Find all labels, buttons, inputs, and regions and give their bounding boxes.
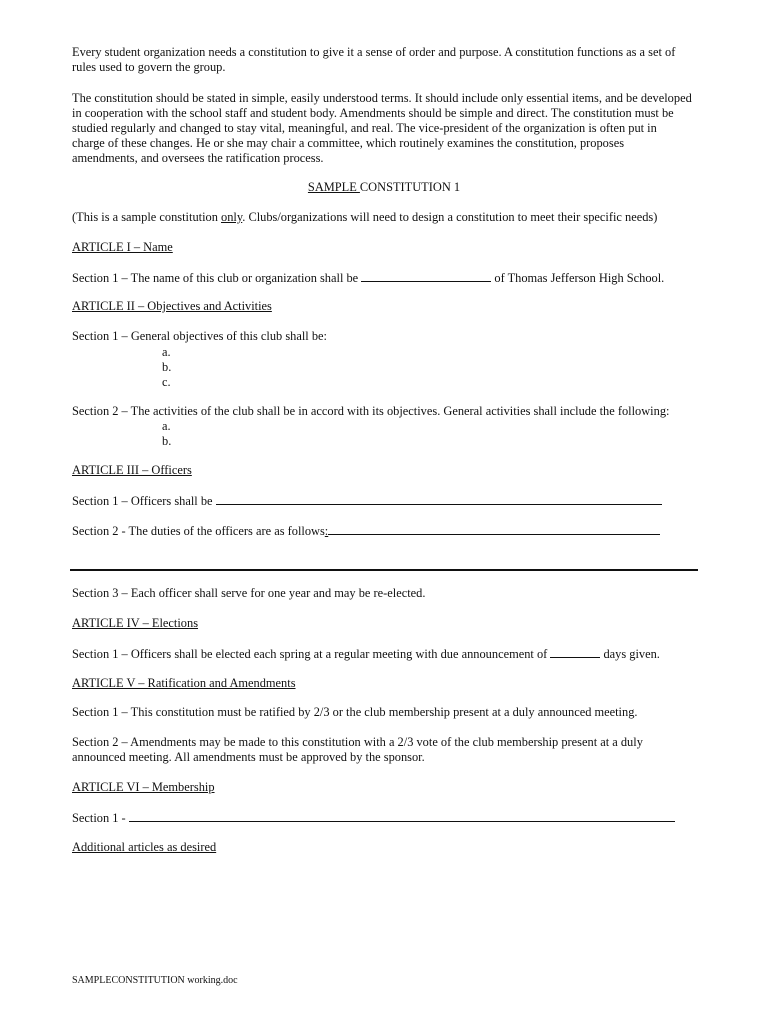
article-4-heading <box>72 616 692 631</box>
list-item: c. <box>162 375 171 389</box>
duties-blank[interactable] <box>328 523 660 535</box>
article-6-heading <box>72 780 692 795</box>
article-5-heading <box>72 676 692 691</box>
list-item: b. <box>162 360 172 374</box>
a3-s1-text: Section 1 – Officers shall be <box>72 494 216 508</box>
article-2-heading-text: ARTICLE II – Objectives and Activities <box>72 299 272 313</box>
list-item: a. <box>162 419 171 433</box>
intro-paragraph-2: The constitution should be stated in simple, easily understood terms. It should include only essential items, and be developed in cooperation with the school staff and student body. Amendments should be simple and direct. The constitution must be studied regularly and changed to stay vital, meaningful, and real. The vice-president of the organization is often put in charge of these changes. He or she may chair a committee, which routinely examines the constitution, proposes amendments, and oversees the ratification process. <box>72 91 692 165</box>
article-5-section-1: Section 1 – This constitution must be ratified by 2/3 or the club membership present at a duly announced meeting. <box>72 705 638 719</box>
article-5-section-2: Section 2 – Amendments may be made to this constitution with a 2/3 vote of the club membership present at a duly announced meeting. All amendments must be approved by the sponsor. <box>72 735 643 764</box>
membership-blank[interactable] <box>129 810 675 822</box>
article-3-section-1 <box>72 493 712 509</box>
list-item: b. <box>162 434 172 448</box>
intro-paragraph-1: Every student organization needs a constitution to give it a sense of order and purpose. A constitution functions as a set of rules used to govern the group. <box>72 45 676 74</box>
article-2-section-2: Section 2 – The activities of the club shall be in accord with its objectives. General activities shall include the following: <box>72 404 670 418</box>
article-2-section-1: Section 1 – General objectives of this club shall be: <box>72 329 327 343</box>
title-rest: CONSTITUTION 1 <box>359 180 461 194</box>
article-6-section-1 <box>72 810 712 826</box>
club-name-blank[interactable] <box>361 270 491 282</box>
note-text-before: (This is a sample constitution <box>72 210 222 224</box>
article-3-heading <box>72 463 692 478</box>
list-item: a. <box>162 345 171 359</box>
article-4-section-1 <box>72 646 712 662</box>
article-3-section-2 <box>72 523 712 539</box>
a4-s1-text-before: Section 1 – Officers shall be elected each spring at a regular meeting with due announcement of <box>72 647 551 661</box>
article-5-heading-text: ARTICLE V – Ratification and Amendments <box>72 676 296 690</box>
article-1-heading <box>72 240 692 255</box>
a3-s2-colon: : <box>324 524 329 538</box>
days-blank[interactable] <box>550 646 600 658</box>
note-text-after: . Clubs/organizations will need to design a constitution to meet their specific needs) <box>242 210 658 224</box>
a4-s1-text-after: days given. <box>600 647 660 661</box>
article-6-heading-text: ARTICLE VI – Membership <box>72 780 215 794</box>
footer-filename: SAMPLECONSTITUTION working.doc <box>72 975 238 986</box>
note-emphasis: only <box>221 210 243 224</box>
a1-s1-text-before: Section 1 – The name of this club or organization shall be <box>72 271 362 285</box>
article-1-section-1 <box>72 270 712 286</box>
additional-articles-text: Additional articles as desired <box>72 840 217 854</box>
additional-articles <box>72 840 692 855</box>
a1-s1-text-after: of Thomas Jefferson High School. <box>491 271 665 285</box>
a3-s2-text: Section 2 - The duties of the officers are as follows <box>72 524 325 538</box>
officers-blank[interactable] <box>216 493 662 505</box>
title-underlined: SAMPLE <box>307 180 360 194</box>
document-title <box>0 180 768 195</box>
sample-note <box>72 210 712 225</box>
article-2-heading <box>72 299 692 314</box>
article-3-heading-text: ARTICLE III – Officers <box>72 463 192 477</box>
article-1-heading-text: ARTICLE I – Name <box>72 240 173 254</box>
a6-s1-text: Section 1 - <box>72 811 129 825</box>
article-4-heading-text: ARTICLE IV – Elections <box>72 616 199 630</box>
article-3-section-3: Section 3 – Each officer shall serve for one year and may be re-elected. <box>72 586 426 600</box>
duties-rule <box>70 569 698 571</box>
